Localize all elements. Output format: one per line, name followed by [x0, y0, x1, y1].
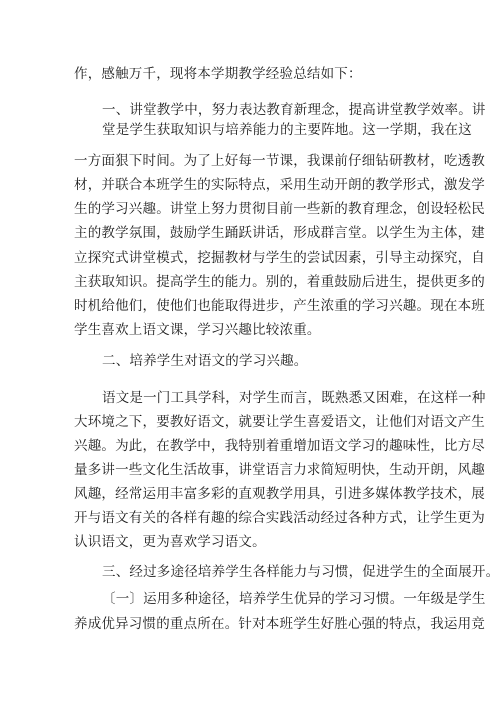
paragraph-line: 堂是学生获取知识与培养能力的主要阵地。这一学期，我在这: [102, 122, 472, 138]
paragraph-line: 养成优异习惯的重点所在。针对本班学生好胜心强的特点，我运用竞: [74, 616, 485, 632]
section-heading: 三、经过多途径培养学生各样能力与习惯，促进学生的全面展开。: [102, 564, 500, 580]
paragraph-line: 开与语文有关的各样有趣的综合实践活动经过各种方式，让学生更为: [74, 510, 485, 526]
paragraph-line: 风趣，经常运用丰富多彩的直观教学用具，引进多媒体教学技术，展: [74, 486, 485, 502]
paragraph-line: 材，并联合本班学生的实际特点，采用生动开朗的教学形式，激发学: [74, 177, 485, 193]
paragraph-line: 兴趣。为此，在教学中，我特别着重增加语文学习的趣味性，比方尽: [74, 438, 485, 454]
paragraph-line: 量多讲一些文化生活故事，讲堂语言力求简短明快，生动开朗，风趣: [74, 462, 485, 478]
paragraph-line: 语文是一门工具学科，对学生而言，既熟悉又困难，在这样一种: [102, 390, 486, 406]
paragraph-line: 一方面狠下时间。为了上好每一节课，我课前仔细钻研教材，吃透教: [74, 153, 485, 169]
paragraph-line: 立探究式讲堂模式，挖掘教材与学生的尝试因素，引导主动探究，自: [74, 250, 485, 266]
paragraph-line: 作，感触万千，现将本学期教学经验总结如下：: [74, 66, 362, 82]
paragraph-line: 大环境之下，要教好语文，就要让学生喜爱语文，让他们对语文产生: [74, 414, 485, 430]
paragraph-line: 生的学习兴趣。讲堂上努力贯彻目前一些新的教育理念，创设轻松民: [74, 201, 485, 217]
paragraph-line: 主获取知识。提高学生的能力。别的，着重鼓励后进生，提供更多的: [74, 274, 485, 290]
paragraph-line: 学生喜欢上语文课，学习兴趣比较浓重。: [74, 322, 321, 338]
paragraph-line: 〔一〕运用多种途径，培养学生优异的学习习惯。一年级是学生: [102, 591, 486, 607]
section-heading: 二、培养学生对语文的学习兴趣。: [102, 353, 308, 369]
paragraph-line: 认识语文，更为喜欢学习语文。: [74, 534, 266, 550]
paragraph-line: 时机给他们，使他们也能取得进步，产生浓重的学习兴趣。现在本班: [74, 298, 485, 314]
paragraph-line: 一、讲堂教学中，努力表达教育新理念，提高讲堂教学效率。讲: [102, 102, 486, 118]
paragraph-line: 主的教学氛围，鼓励学生踊跃讲话，形成群言堂。以学生为主体，建: [74, 225, 485, 241]
